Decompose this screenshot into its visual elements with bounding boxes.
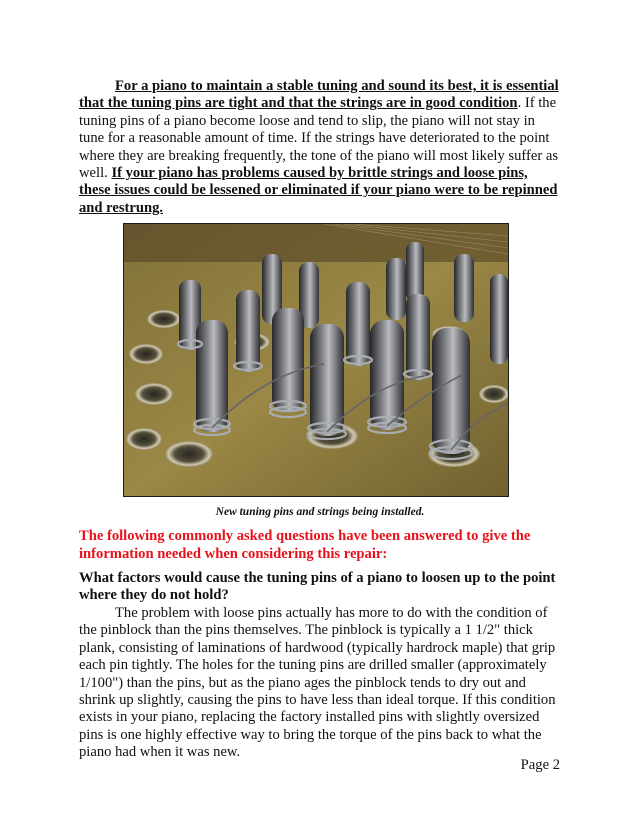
- faq-heading: The following commonly asked questions have been answered to give the information needed when considering this repair:: [79, 528, 531, 562]
- page-number: Page 2: [520, 757, 560, 773]
- faq-question: What factors would cause the tuning pins of a piano to loosen up to the point where they do not hold?: [79, 570, 556, 604]
- intro-middle: . If the tuning pins of a piano become loose and tend to slip, the piano will not stay in tune for a reasonable amount of time. If the strings have deteriorated to the point where they are breaking frequently, the tone of the piano will most likely suffer as well.: [79, 95, 559, 182]
- document-page: [79, 78, 561, 762]
- intro-paragraph: [79, 78, 561, 217]
- intro-lead-bold: For a piano to maintain a stable tuning and sound its best, it is essential that the tuning pins are tight and that the strings are in good condition: [79, 78, 559, 112]
- intro-tail-bold: If your piano has problems caused by brittle strings and loose pins, these issues could be lessened or eliminated if your piano were to be repinned and restrung.: [79, 165, 558, 216]
- tuning-pins-photo: [123, 223, 509, 497]
- faq-answer: The problem with loose pins actually has more to do with the condition of the pinblock than the pins themselves. The pinblock is typically a 1 1/2" thick plank, consisting of laminations of hardwood (typically hardrock maple) that grip each pin tightly. The holes for the tuning pins are drilled smaller (approximately 1/100") than the pins, but as the piano ages the pinblock tends to dry out and shrink up slightly, causing the pins to have less than ideal torque. If this condition exists in your piano, replacing the factory installed pins with slightly oversized pins is one highly effective way to bring the torque of the pins back to what the piano had when it was new.: [79, 604, 556, 761]
- photo-caption: New tuning pins and strings being installed.: [215, 506, 425, 519]
